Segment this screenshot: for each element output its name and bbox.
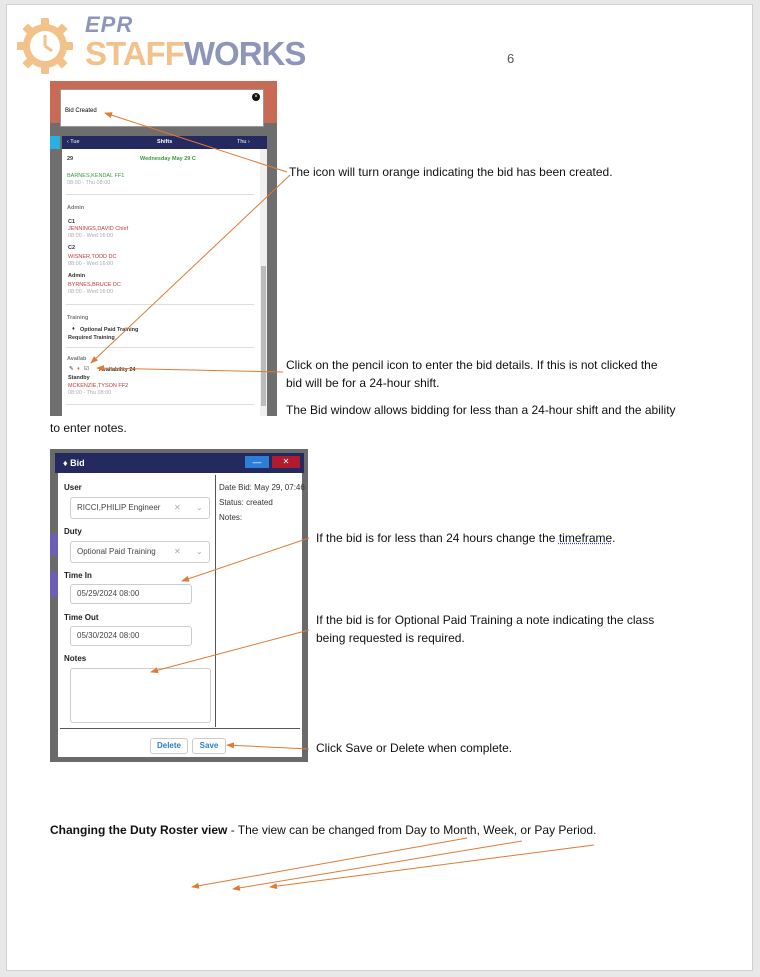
list-item-byrnes[interactable]: BYRNES,BRUCE DC bbox=[68, 282, 121, 288]
role-admin: Admin bbox=[68, 273, 86, 279]
arrow-to-time-in bbox=[182, 538, 309, 581]
chevron-down-icon[interactable]: ⌄ bbox=[196, 503, 203, 512]
annotation-arrows bbox=[7, 5, 754, 972]
arrow-to-toast bbox=[105, 113, 287, 172]
user-value: RICCI,PHILIP Engineer bbox=[77, 503, 161, 512]
date-bid: Date Bid: May 29, 07:46 bbox=[219, 483, 305, 492]
clear-icon[interactable]: ✕ bbox=[174, 547, 181, 556]
time-in-label: Time In bbox=[64, 571, 92, 580]
chevron-down-icon[interactable]: ⌄ bbox=[196, 547, 203, 556]
annotation-save-delete: Click Save or Delete when complete. bbox=[316, 741, 513, 755]
pin-icon: ♦ bbox=[63, 458, 71, 468]
role-c1: C1 bbox=[68, 219, 76, 225]
list-item-required[interactable]: Required Training bbox=[68, 335, 115, 341]
list-item-wisner[interactable]: WISNER,TODD DC bbox=[68, 254, 117, 260]
delete-button[interactable]: Delete bbox=[150, 738, 188, 754]
annotation-icon-orange: The icon will turn orange indicating the bid has been created. bbox=[289, 165, 613, 179]
annotation-optional-2: being requested is required. bbox=[316, 631, 465, 645]
section-available: Availab bbox=[67, 356, 87, 362]
save-button[interactable]: Save bbox=[192, 738, 226, 754]
list-item-optional[interactable]: Optional Paid Training bbox=[80, 327, 139, 333]
timeframe-word: timeframe bbox=[558, 531, 613, 545]
section-training: Training bbox=[67, 315, 89, 321]
arrow-to-bid-pin-icon bbox=[91, 175, 290, 363]
pencil-icon[interactable]: ✎ bbox=[69, 366, 74, 372]
availability-label: Availability 24 bbox=[99, 367, 136, 373]
shift-time: 08:00 - Wed 16:00 bbox=[68, 261, 114, 267]
roster-heading: Changing the Duty Roster view bbox=[50, 823, 228, 837]
document-page bbox=[6, 4, 753, 971]
annotation-bid-window-1: The Bid window allows bidding for less than a 24-hour shift and the ability bbox=[286, 403, 676, 417]
day-date: Wednesday May 29 C bbox=[140, 156, 196, 162]
arrow-to-save bbox=[227, 745, 309, 749]
user-label: User bbox=[64, 483, 82, 492]
notes-info: Notes: bbox=[219, 513, 243, 522]
roster-text: - The view can be changed from Day to Month, Week, or Pay Period. bbox=[227, 823, 597, 837]
role-standby: Standby bbox=[68, 375, 90, 381]
duty-value: Optional Paid Training bbox=[77, 547, 156, 556]
day-number: 29 bbox=[67, 156, 74, 162]
arrow-to-notes bbox=[151, 630, 309, 672]
shift-time: 08:00 - Thu 08:00 bbox=[68, 390, 112, 396]
logo-works: WORKS bbox=[183, 35, 306, 72]
logo-staff: STAFF bbox=[85, 35, 184, 72]
annotation-pencil-2: bid will be for a 24-hour shift. bbox=[286, 376, 440, 390]
time-out-field[interactable]: 05/30/2024 08:00 bbox=[70, 626, 192, 646]
shifts-title: Shifts bbox=[157, 139, 173, 145]
arrow-to-pencil-icon bbox=[97, 368, 283, 372]
annotation-optional-1: If the bid is for Optional Paid Training a note indicating the class bbox=[316, 613, 655, 627]
list-item-kendal[interactable]: BARNES,KENDAL FF1 bbox=[67, 173, 125, 179]
close-button[interactable]: ✕ bbox=[272, 456, 300, 468]
annotation-pencil-1: Click on the pencil icon to enter the bid details. If this is not clicked the bbox=[286, 358, 658, 372]
bid-pin-icon-orange[interactable]: ♦ bbox=[77, 366, 80, 372]
logo-text-epr: EPR bbox=[85, 12, 134, 37]
minimize-button[interactable]: — bbox=[245, 456, 269, 468]
arrow-view-3 bbox=[270, 845, 594, 887]
timeframe-post: . bbox=[612, 531, 616, 545]
annotation-bid-window-2: to enter notes. bbox=[50, 421, 127, 435]
arrow-view-2 bbox=[233, 841, 522, 889]
time-out-label: Time Out bbox=[64, 613, 99, 622]
notes-label: Notes bbox=[64, 654, 87, 663]
page-number: 6 bbox=[507, 51, 515, 66]
list-item-jennings[interactable]: JENNINGS,DAVID Chief bbox=[68, 226, 129, 232]
status-text: Status: created bbox=[219, 498, 273, 507]
time-in-field[interactable]: 05/29/2024 08:00 bbox=[70, 584, 192, 604]
list-item-mckenzie[interactable]: MCKENZIE,TYSON FF2 bbox=[68, 383, 129, 389]
timeframe-pre: If the bid is for less than 24 hours change the bbox=[316, 531, 559, 545]
role-c2: C2 bbox=[68, 245, 76, 251]
section-admin: Admin bbox=[67, 205, 85, 211]
duty-label: Duty bbox=[64, 527, 82, 536]
prev-day-button[interactable]: ‹ Tue bbox=[67, 139, 80, 145]
next-day-button[interactable]: Thu › bbox=[237, 139, 250, 145]
clear-icon[interactable]: ✕ bbox=[174, 503, 181, 512]
shift-time: 08:00 - Wed 16:00 bbox=[68, 233, 114, 239]
pin-icon: ♦ bbox=[72, 326, 75, 332]
toast-text: Bid Created bbox=[65, 108, 97, 114]
shift-time: 08:00 - Wed 16:00 bbox=[68, 289, 114, 295]
checkbox-icon[interactable]: ☑ bbox=[84, 366, 89, 372]
bid-window-title: Bid bbox=[70, 458, 85, 468]
shift-time: 08:00 - Thu 08:00 bbox=[67, 180, 111, 186]
toast-close-icon[interactable]: × bbox=[252, 93, 260, 101]
